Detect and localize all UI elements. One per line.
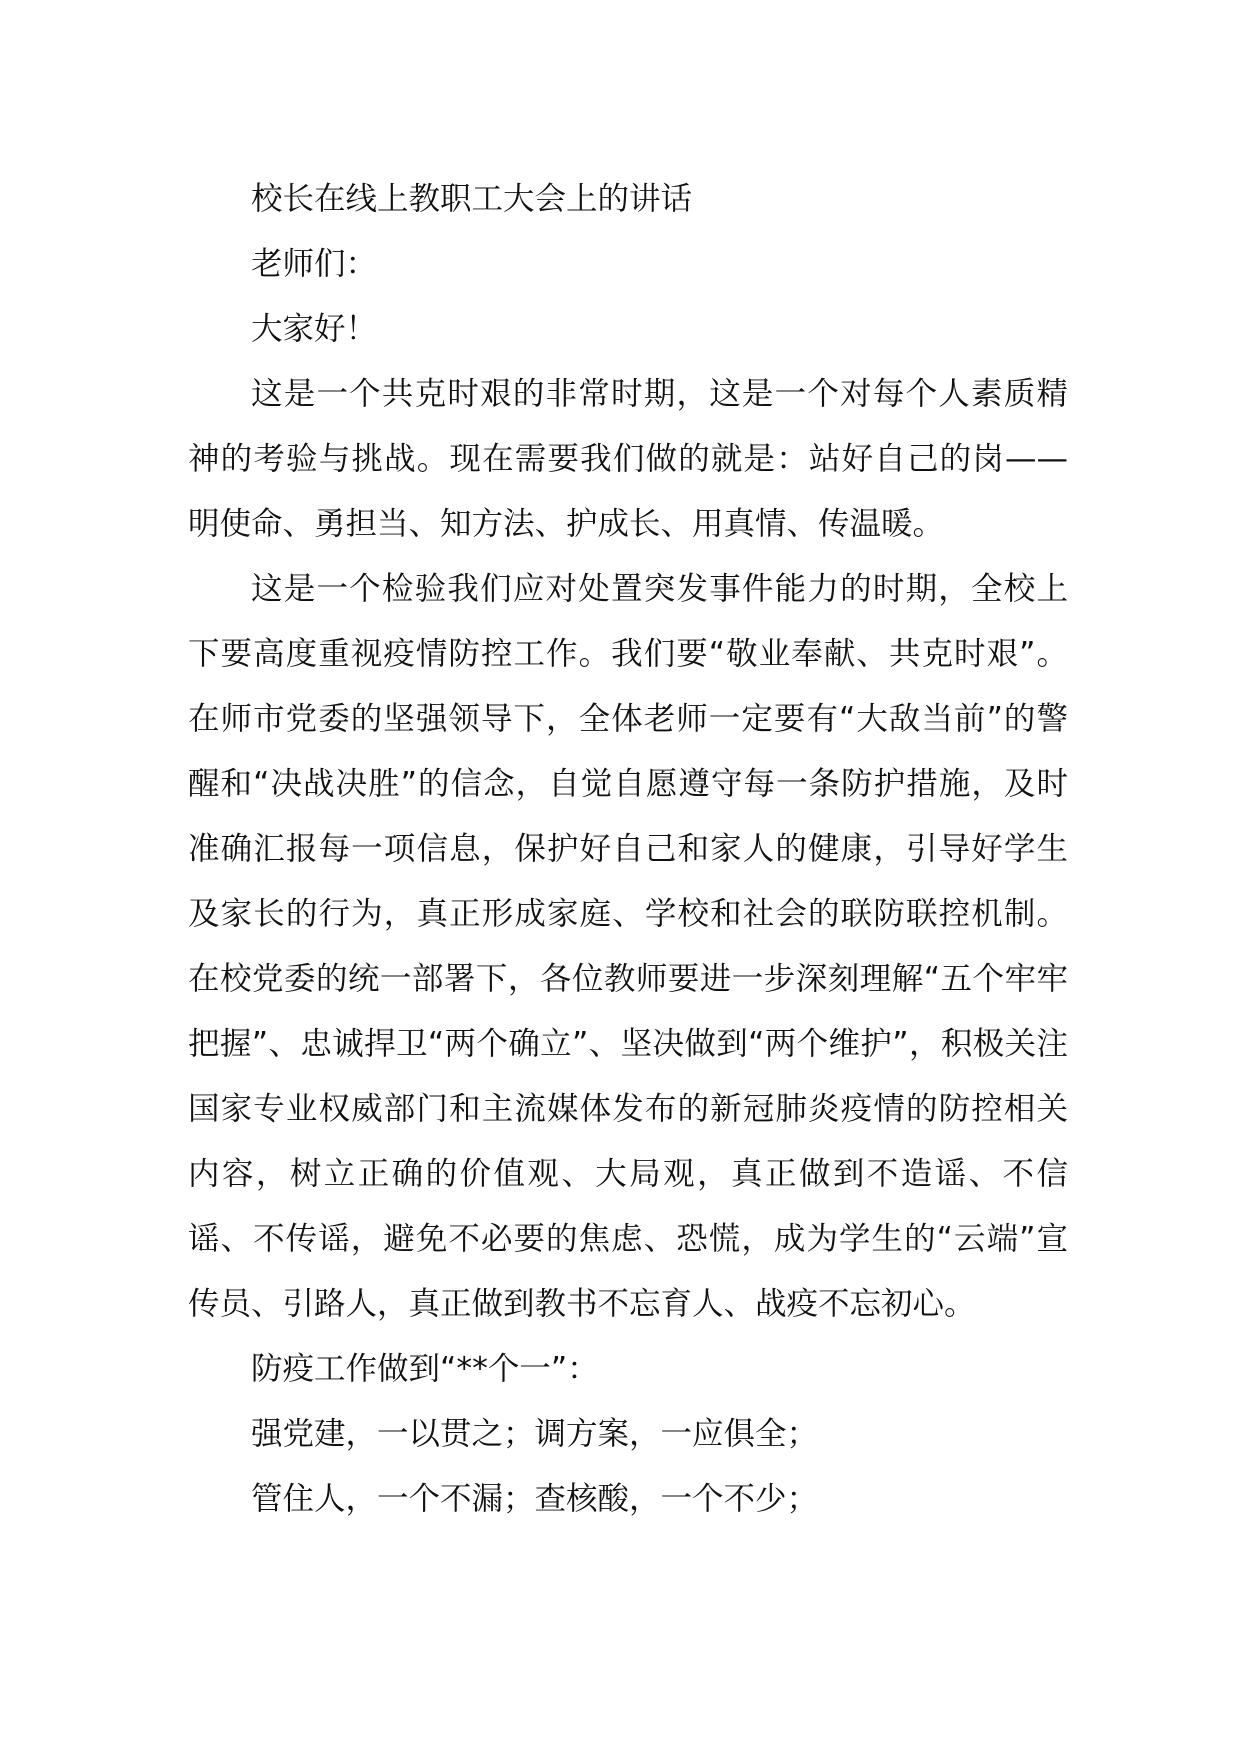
paragraph: 管住人，一个不漏；查核酸，一个不少； xyxy=(251,1481,819,1517)
paragraph: 强党建，一以贯之；调方案，一应俱全； xyxy=(251,1416,819,1452)
document-title: 校长在线上教职工大会上的讲话 xyxy=(251,181,693,217)
greeting: 大家好！ xyxy=(251,311,378,347)
salutation: 老师们： xyxy=(251,246,378,282)
paragraph: 防疫工作做到“**个一”： xyxy=(251,1351,599,1387)
document-body xyxy=(188,167,1068,1532)
paragraph: 这是一个检验我们应对处置突发事件能力的时期，全校上下要高度重视疫情防控工作。我们要“敬业奉献、共克时艰”。在师市党委的坚强领导下，全体老师一定要有“大敌当前”的警醒和“决战决胜”的信念，自觉自愿遵守每一条防护措施，及时准确汇报每一项信息，保护好自己和家人的健康，引导好学生及家长的行为，真正形成家庭、学校和社会的联防联控机制。在校党委的统一部署下，各位教师要进一步深刻理解“五个牢牢把握”、忠诚捍卫“两个确立”、坚决做到“两个维护”，积极关注国家专业权威部门和主流媒体发布的新冠肺炎疫情的防控相关内容，树立正确的价值观、大局观，真正做到不造谣、不信谣、不传谣，避免不必要的焦虑、恐慌，成为学生的“云端”宣传员、引路人，真正做到教书不忘育人、战疫不忘初心。 xyxy=(188,571,1068,1322)
paragraph: 这是一个共克时艰的非常时期，这是一个对每个人素质精神的考验与挑战。现在需要我们做的就是：站好自己的岗——明使命、勇担当、知方法、护成长、用真情、传温暖。 xyxy=(188,376,1068,542)
